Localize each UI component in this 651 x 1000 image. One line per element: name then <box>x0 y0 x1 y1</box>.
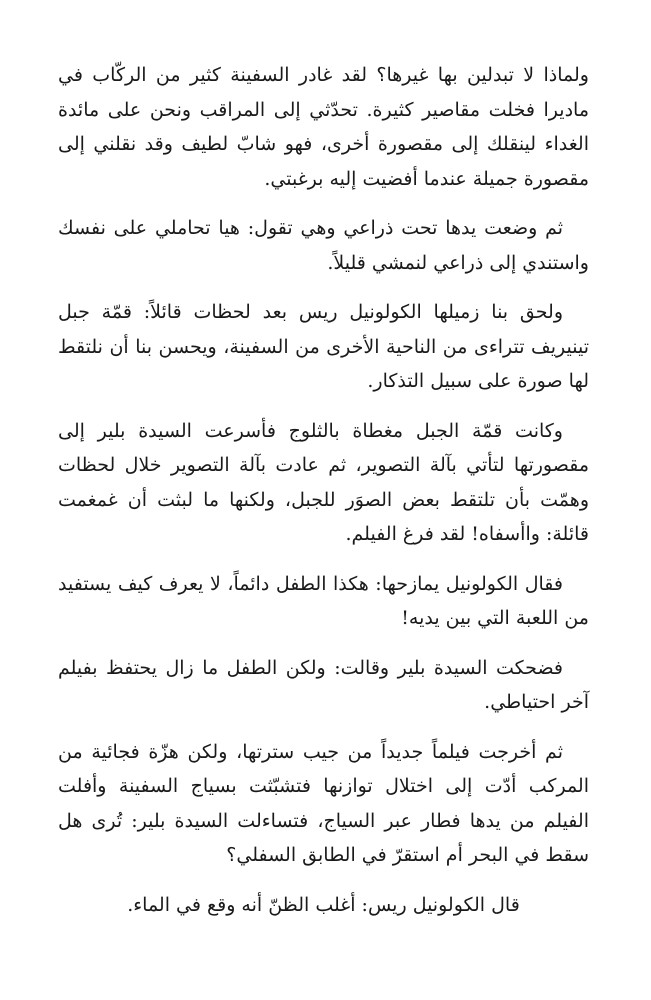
paragraph-8: قال الكولونيل ريس: أغلب الظنّ أنه وقع في الماء. <box>127 893 520 916</box>
paragraph-7: ثم أخرجت فيلماً جديداً من جيب سترتها، ولكن هزّة فجائية من المركب أدّت إلى اختلال توازنها فتشبّثت بسياج السفينة وأفلت الفيلم من يدها فطار عبر السياج، فتساءلت السيدة بلير: تُرى هل سقط في البحر أم استقرّ في الطابق السفلي؟ <box>58 740 589 866</box>
paragraph-4: وكانت قمّة الجبل مغطاة بالثلوج فأسرعت السيدة بلير إلى مقصورتها لتأتي بآلة التصوير، ثم عادت بآلة التصوير خلال لحظات وهمّت بأن تلتقط بعض الصوَر للجبل، ولكنها ما لبثت أن غمغمت قائلة: واأسفاه! لقد فرغ الفيلم. <box>58 419 589 545</box>
book-page <box>58 58 589 937</box>
paragraph-1: ولماذا لا تبدلين بها غيرها؟ لقد غادر السفينة كثير من الركّاب في ماديرا فخلت مقاصير كثيرة. تحدّثي إلى المراقب ونحن على مائدة الغداء لينقلك إلى مقصورة أخرى، فهو شابّ لطيف وقد نقلني إلى مقصورة جميلة عندما أفضيت إليه برغبتي. <box>58 64 589 190</box>
paragraph-2: ثم وضعت يدها تحت ذراعي وهي تقول: هيا تحاملي على نفسك واستندي إلى ذراعي لنمشي قليلاً. <box>58 217 589 274</box>
paragraph-5: فقال الكولونيل يمازحها: هكذا الطفل دائماً، لا يعرف كيف يستفيد من اللعبة التي بين يديه! <box>58 572 589 629</box>
paragraph-3: ولحق بنا زميلها الكولونيل ريس بعد لحظات قائلاً: قمّة جبل تينيريف تتراءى من الناحية الأخرى من السفينة، ويحسن بنا أن نلتقط لها صورة على سبيل التذكار. <box>58 301 589 392</box>
paragraph-6: فضحكت السيدة بلير وقالت: ولكن الطفل ما زال يحتفظ بفيلم آخر احتياطي. <box>58 656 589 713</box>
